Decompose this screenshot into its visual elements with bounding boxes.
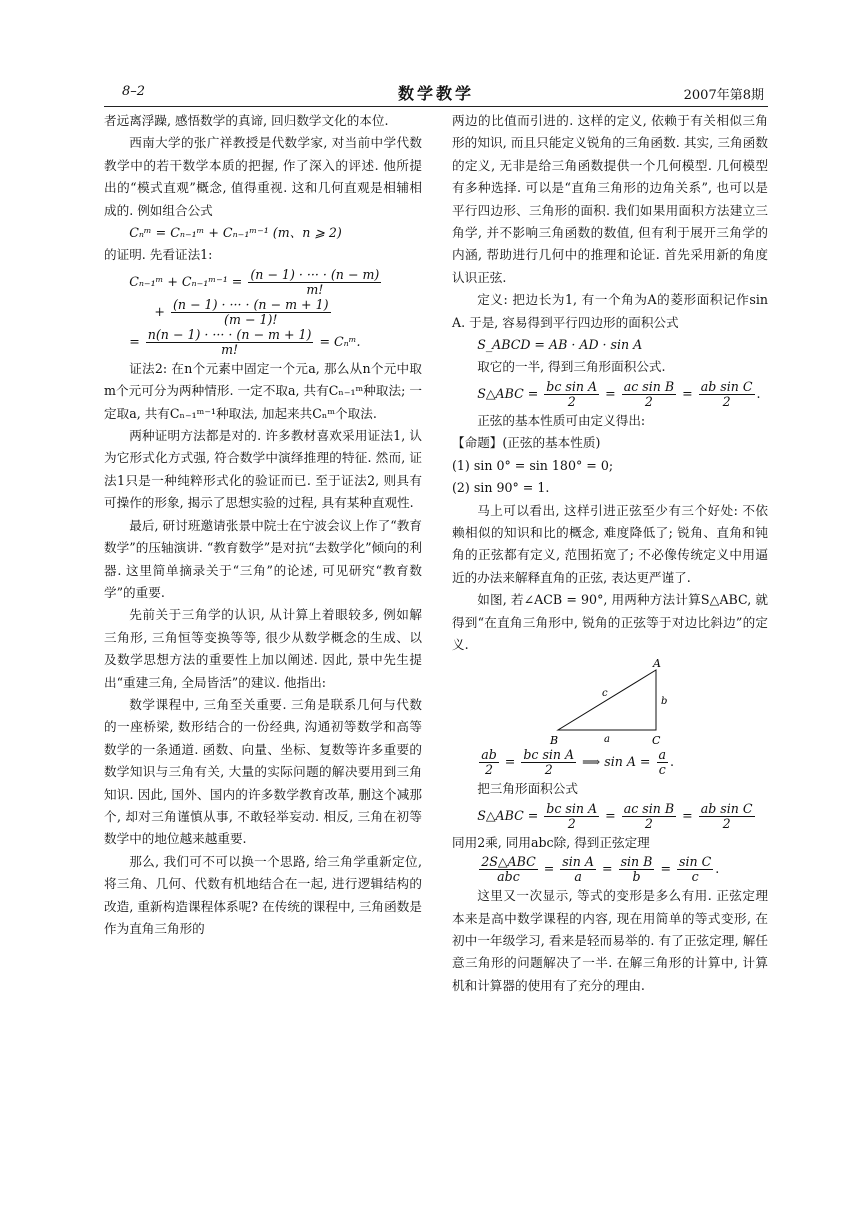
proposition-item: (1) sin 0° = sin 180° = 0; xyxy=(452,457,614,473)
paragraph: 证法2: 在n个元素中固定一个元a, 那么从n个元中取m个元可分为两种情形. 一定不取a, 共有Cₙ₋₁ᵐ种取法; 一定取a, 共有Cₙ₋₁ᵐ⁻¹种取法, 加起来共Cₙᵐ个取法. xyxy=(104,360,422,421)
paragraph: 西南大学的张广祥教授是代数学家, 对当前中学代数教学中的若干数学本质的把握, 作了深入的评述. 他所提出的“模式直观”概念, 值得重视. 这和几何直观是相辅相成的. 例如组合公式 xyxy=(104,135,422,218)
side-label-c: c xyxy=(602,688,608,700)
left-column xyxy=(104,110,422,940)
right-triangle-figure xyxy=(548,658,678,746)
fraction: $\frac{n(n - 1) \cdot \cdot\cdot\cdot \cdot (n - m + 1)}{m!}$ xyxy=(147,326,312,357)
proposition-item: (2) sin 90° = 1. xyxy=(452,480,550,496)
vertex-label-A: A xyxy=(653,658,661,671)
definition: 定义: 把边长为1, 有一个角为A的菱形面积记作sin A. 于是, 容易得到平行四边形的面积公式 xyxy=(452,292,768,330)
fraction: $\frac{(n - 1) \cdot \cdot\cdot\cdot \cdot (n - m)}{m!}$ xyxy=(250,266,380,297)
paragraph: 的证明. 先看证法1: xyxy=(104,247,213,263)
parallelogram-area-formula: S_ABCD = AB · AD · sin A xyxy=(477,337,643,353)
triangle-area-formula: S△ABC = $\frac{\text{bc sin A}}{2}$ = $\frac{\text{ac sin B}}{2}$ = $\frac{\text{ab sin C}}{2}$ . xyxy=(477,378,761,409)
vertex-label-B: B xyxy=(550,734,559,747)
issue-label: 2007年第8期 xyxy=(683,88,764,103)
paragraph: 两边的比值而引进的. 这样的定义, 依赖于有关相似三角形的知识, 而且只能定义锐角的三角函数. 其实, 三角函数的定义, 无非是给三角函数提供一个几何模型. 几何模型有多种选择. 可以是“直角三角形的边角关系”, 也可以是平行四边形、三角形的面积. 我们如果用面积方法建立三角学, 并不影响三角函数的数值, 但有利于展开三角学的内涵, 帮助进行几何中的推理和论证. 首先采用新的角度认识正弦. xyxy=(452,113,768,285)
paragraph: 正弦的基本性质可由定义得出: xyxy=(477,412,646,428)
paragraph: 把三角形面积公式 xyxy=(477,781,578,797)
triangle-area-formula-repeat: S△ABC = $\frac{\text{bc sin A}}{2}$ = $\frac{\text{ac sin B}}{2}$ = $\frac{\text{ab sin C}}{2}$ xyxy=(477,800,753,831)
paragraph: 同用2乘, 同用abc除, 得到正弦定理 xyxy=(452,834,650,850)
paragraph: 如图, 若∠ACB = 90°, 用两种方法计算S△ABC, 就得到“在直角三角形中, 锐角的正弦等于对边比斜边”的定义. xyxy=(452,592,768,652)
proof-1-line-3: = $\frac{n(n - 1) \cdot \cdot\cdot\cdot \cdot (n - m + 1)}{m!}$ = Cₙᵐ. xyxy=(129,326,361,357)
right-column xyxy=(452,110,768,997)
running-header xyxy=(104,80,768,107)
side-label-a: a xyxy=(604,734,610,746)
proposition-title: 【命题】(正弦的基本性质) xyxy=(452,435,601,451)
page-number: 8–2 xyxy=(122,84,146,99)
fraction: $\frac{(n - 1) \cdot \cdot\cdot\cdot \cdot (n - m + 1)}{(m - 1)!}$ xyxy=(172,296,329,327)
quotation: 数学课程中, 三角至关重要. 三角是联系几何与代数的一座桥梁, 数形结合的一份经典, 沟通初等数学和高等数学的一条通道. 函数、向量、坐标、复数等许多重要的数学知识与三角有关, 大量的实际问题的解决要用到三角知识. 因此, 国外、国内的许多数学教育改革, 删这个减那个, 却对三角谨慎从事, 不敢轻举妄动. 相反, 三角在初等数学中的地位越来越重要. xyxy=(104,696,422,847)
paragraph: 最后, 研讨班邀请张景中院士在宁波会议上作了“教育数学”的压轴演讲. “教育数学”是对抗“去数学化”倾向的利器. 这里简单摘录关于“三角”的论述, 可见研究“教育数学”的重要. xyxy=(104,517,422,600)
proof-1-line-2: + $\frac{(n - 1) \cdot \cdot\cdot\cdot \cdot (n - m + 1)}{(m - 1)!}$ xyxy=(154,296,329,327)
paragraph: 这里又一次显示, 等式的变形是多么有用. 正弦定理本来是高中数学课程的内容, 现在用简单的等式变形, 在初中一年级学习, 看来是轻而易举的. 有了正弦定理, 解任意三角形的问题解决了一半. 在解三角形的计算中, 计算机和计算器的使用有了充分的理由. xyxy=(452,888,768,993)
paragraph: 那么, 我们可不可以换一个思路, 给三角学重新定位, 将三角、几何、代数有机地结合在一起, 进行逻辑结构的改造, 重新构造课程体系呢? 在传统的课程中, 三角函数是作为直角三角形的 xyxy=(104,853,422,936)
combination-formula: Cₙᵐ = Cₙ₋₁ᵐ + Cₙ₋₁ᵐ⁻¹ (m、n ⩾ 2) xyxy=(129,225,342,241)
sine-ratio-derivation: $\frac{ab}{2}$ = $\frac{\text{bc sin A}}{2}$ ⟹ sin A = $\frac{a}{c}$ . xyxy=(481,747,675,778)
law-of-sines: $\frac{\text{2S△ABC}}{\text{abc}}$ = $\frac{\text{sin A}}{a}$ = $\frac{\text{sin B}}{b}$ = $\frac{\text{sin C}}{c}$ . xyxy=(481,854,720,885)
journal-title: 数学教学 xyxy=(397,84,474,103)
paragraph: 先前关于三角学的认识, 从计算上着眼较多, 例如解三角形, 三角恒等变换等等, 很少从数学概念的生成、以及数学思想方法的重要性上加以阐述. 因此, 景中先生提出“重建三角, 全局皆活”的建议. 他指出: xyxy=(104,607,422,690)
side-label-b: b xyxy=(661,696,668,708)
paragraph: 马上可以看出, 这样引进正弦至少有三个好处: 不依赖相似的知识和比的概念, 难度降低了; 锐角、直角和钝角的正弦都有定义, 范围拓宽了; 不必像传统定义中用逼近的办法来解释直角的正弦, 表达更严谨了. xyxy=(452,502,768,585)
paragraph: 取它的一半, 得到三角形面积公式. xyxy=(477,359,666,375)
vertex-label-C: C xyxy=(652,734,661,747)
proof-1-line-1: Cₙ₋₁ᵐ + Cₙ₋₁ᵐ⁻¹ = $\frac{(n - 1) \cdot \cdot\cdot\cdot \cdot (n - m)}{m!}$ xyxy=(129,266,380,297)
paragraph: 者远离浮躁, 感悟数学的真谛, 回归数学文化的本位. xyxy=(104,113,389,128)
paragraph: 两种证明方法都是对的. 许多教材喜欢采用证法1, 认为它形式化方式强, 符合数学中演绎推理的特征. 然而, 证法1只是一种纯粹形式化的验证而已. 至于证法2, 则具有可操作的形象, 揭示了思想实验的过程, 具有某种直观性. xyxy=(104,428,422,511)
